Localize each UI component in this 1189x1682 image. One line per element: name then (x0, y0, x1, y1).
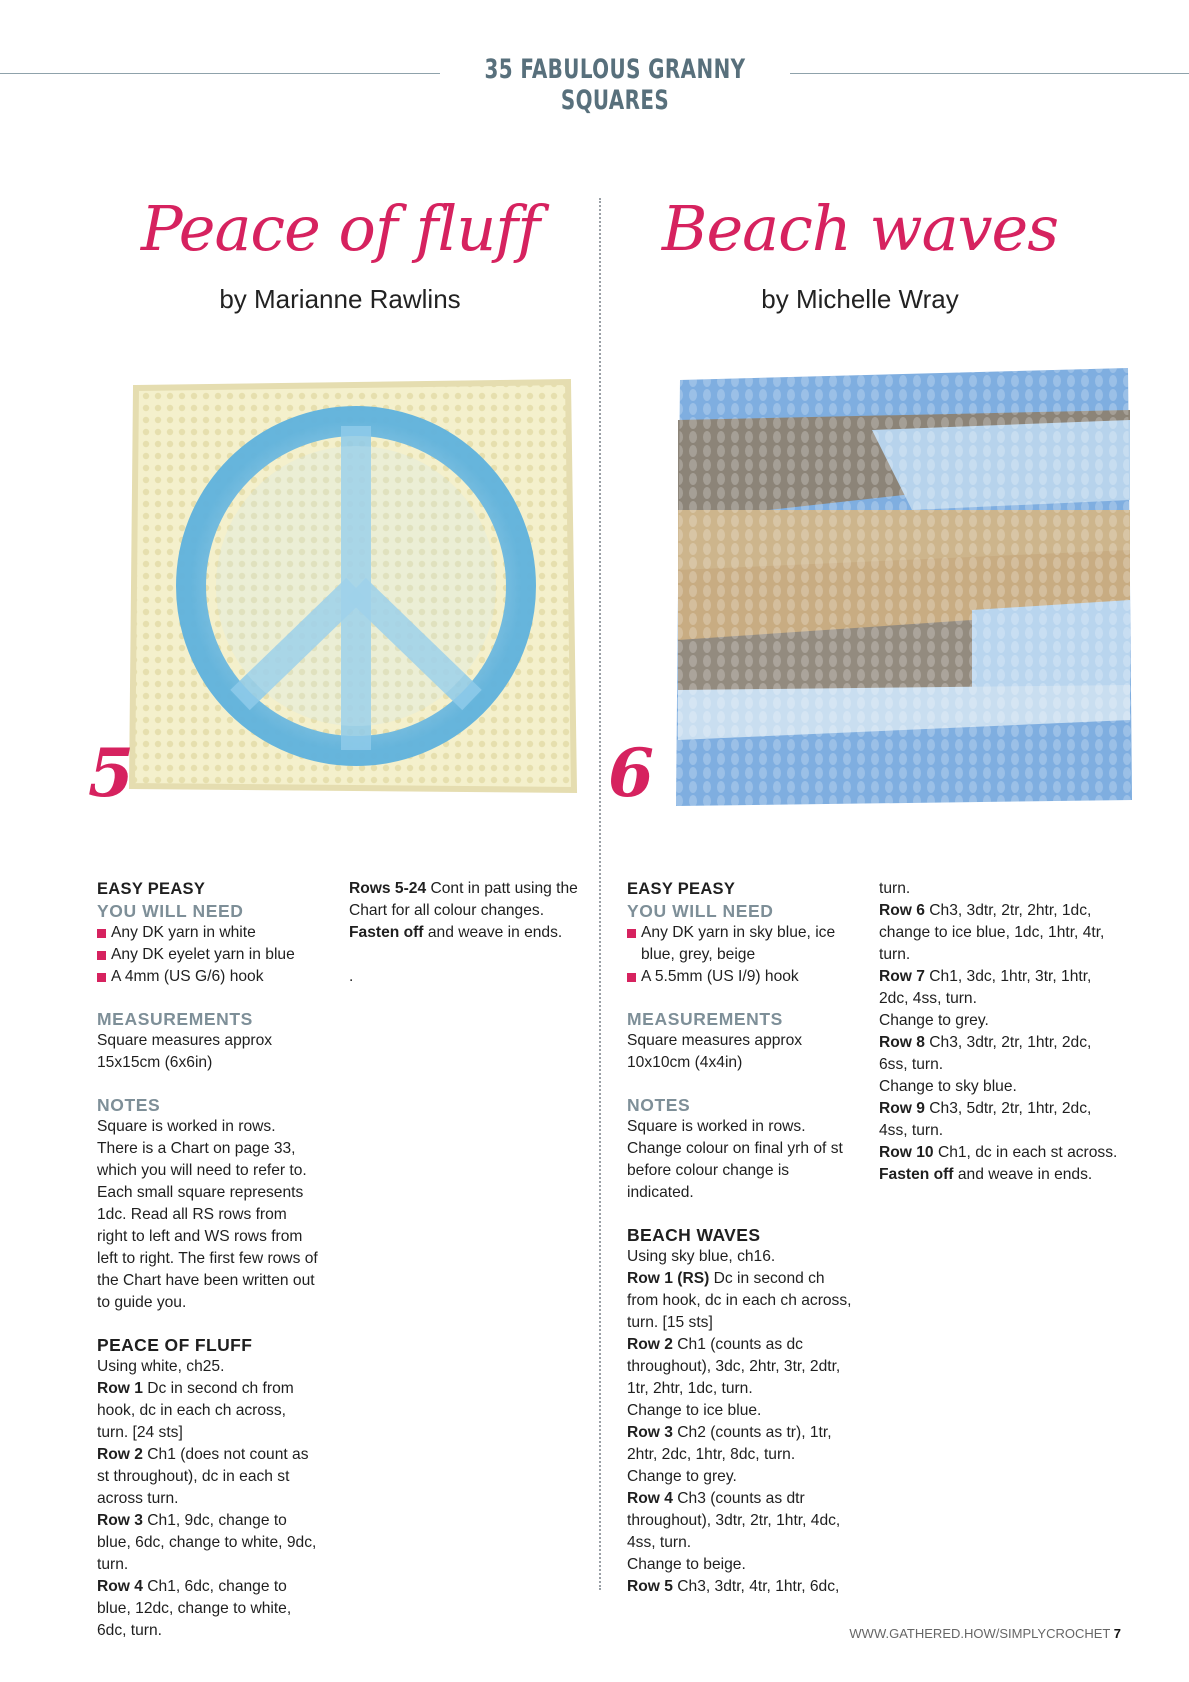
measurements-text: Square measures approx 10x10cm (4x4in) (627, 1032, 803, 1071)
right-instructions-col1 (627, 878, 859, 1598)
row-instruction: Row 3 Ch2 (counts as tr), 1tr, 2htr, 2dc, 1htr, 8dc, turn. (627, 1424, 832, 1463)
row-continuation: turn. (879, 880, 911, 897)
page-header-title: 35 FABULOUS GRANNY SQUARES (484, 54, 746, 116)
page-footer (849, 1626, 1121, 1641)
you-will-need-heading: YOU WILL NEED (97, 901, 244, 921)
row-instruction: Row 6 Ch3, 3dtr, 2tr, 2htr, 1dc, change to ice blue, 1dc, 1htr, 4tr, turn. (879, 902, 1105, 963)
header-rule-right (790, 73, 1189, 74)
notes-heading: NOTES (627, 1095, 691, 1115)
stray-dot: . (349, 968, 354, 985)
row-instruction: Fasten off and weave in ends. (349, 924, 563, 941)
color-change: Change to grey. (627, 1468, 737, 1485)
row-instruction: Row 8 Ch3, 3dtr, 2tr, 1htr, 2dc, 6ss, turn. (879, 1034, 1092, 1073)
row-instruction: Row 10 Ch1, dc in each st across. (879, 1144, 1118, 1161)
row-instruction: Row 1 (RS) Dc in second ch from hook, dc in each ch across, turn. [15 sts] (627, 1270, 852, 1331)
page-number: 7 (1113, 1626, 1121, 1641)
row-instruction: Row 4 Ch3 (counts as dtr throughout), 3dtr, 2tr, 1htr, 4dc, 4ss, turn. (627, 1490, 841, 1551)
difficulty-label: EASY PEASY (627, 880, 736, 898)
footer-url[interactable]: WWW.GATHERED.HOW/SIMPLYCROCHET (849, 1626, 1111, 1641)
row-instruction: Row 9 Ch3, 5dtr, 2tr, 1htr, 2dc, 4ss, turn. (879, 1100, 1092, 1139)
pattern-heading: PEACE OF FLUFF (97, 1335, 253, 1355)
measurements-text: Square measures approx 15x15cm (6x6in) (97, 1032, 273, 1071)
row-instruction: Row 2 Ch1 (does not count as st throughout), dc in each st across turn. (97, 1446, 309, 1507)
row-instruction: Row 1 Dc in second ch from hook, dc in each ch across, turn. [24 sts] (97, 1380, 294, 1441)
color-change: Change to grey. (879, 1012, 989, 1029)
notes-text: Square is worked in rows. There is a Chart on page 33, which you will need to refer to. Each small square represents 1dc. Read all RS rows from right to left and WS rows from left to right. The first few rows of the Chart have been written out to guide you. (97, 1118, 318, 1311)
row-instruction: Row 3 Ch1, 9dc, change to blue, 6dc, change to white, 9dc, turn. (97, 1512, 317, 1573)
byline-right: by Michelle Wray (761, 284, 959, 314)
color-change: Change to sky blue. (879, 1078, 1017, 1095)
row-instruction: Row 2 Ch1 (counts as dc throughout), 3dc, 2htr, 3tr, 2dtr, 1tr, 2htr, 1dc, turn. (627, 1336, 841, 1397)
list-item: A 5.5mm (US I/9) hook (627, 966, 859, 988)
left-instructions-col2 (349, 878, 581, 988)
column-divider (599, 198, 601, 1590)
row-instruction: Rows 5-24 Cont in patt using the Chart for all colour changes. (349, 880, 578, 919)
notes-heading: NOTES (97, 1095, 161, 1115)
row-instruction: Row 5 Ch3, 3dtr, 4tr, 1htr, 6dc, (627, 1578, 840, 1595)
row-instruction: Row 7 Ch1, 3dc, 1htr, 3tr, 1htr, 2dc, 4ss, turn. (879, 968, 1092, 1007)
left-instructions-col1 (97, 878, 319, 1642)
byline-left: by Marianne Rawlins (219, 284, 461, 314)
peace-square-photo (128, 378, 578, 798)
pattern-number-left: 5 (88, 734, 134, 812)
right-instructions-col2 (879, 878, 1119, 1186)
difficulty-label: EASY PEASY (97, 880, 206, 898)
measurements-heading: MEASUREMENTS (627, 1009, 783, 1029)
pattern-title-right: Beach waves (661, 192, 1059, 265)
pattern-title-left: Peace of fluff (140, 192, 540, 265)
beach-waves-square-photo (672, 360, 1136, 810)
pattern-heading: BEACH WAVES (627, 1225, 761, 1245)
you-will-need-heading: YOU WILL NEED (627, 901, 774, 921)
pattern-intro: Using white, ch25. (97, 1358, 225, 1375)
list-item: Any DK yarn in sky blue, ice blue, grey, beige (627, 922, 859, 966)
color-change: Change to beige. (627, 1556, 746, 1573)
row-instruction: Row 4 Ch1, 6dc, change to blue, 12dc, change to white, 6dc, turn. (97, 1578, 292, 1639)
list-item: A 4mm (US G/6) hook (97, 966, 319, 988)
row-instruction: Fasten off and weave in ends. (879, 1166, 1093, 1183)
list-item: Any DK eyelet yarn in blue (97, 944, 319, 966)
notes-text: Square is worked in rows. Change colour on final yrh of st before colour change is indicated. (627, 1118, 843, 1201)
header-rule-left (0, 73, 440, 74)
list-item: Any DK yarn in white (97, 922, 319, 944)
measurements-heading: MEASUREMENTS (97, 1009, 253, 1029)
color-change: Change to ice blue. (627, 1402, 762, 1419)
pattern-intro: Using sky blue, ch16. (627, 1248, 776, 1265)
pattern-number-right: 6 (608, 734, 654, 812)
